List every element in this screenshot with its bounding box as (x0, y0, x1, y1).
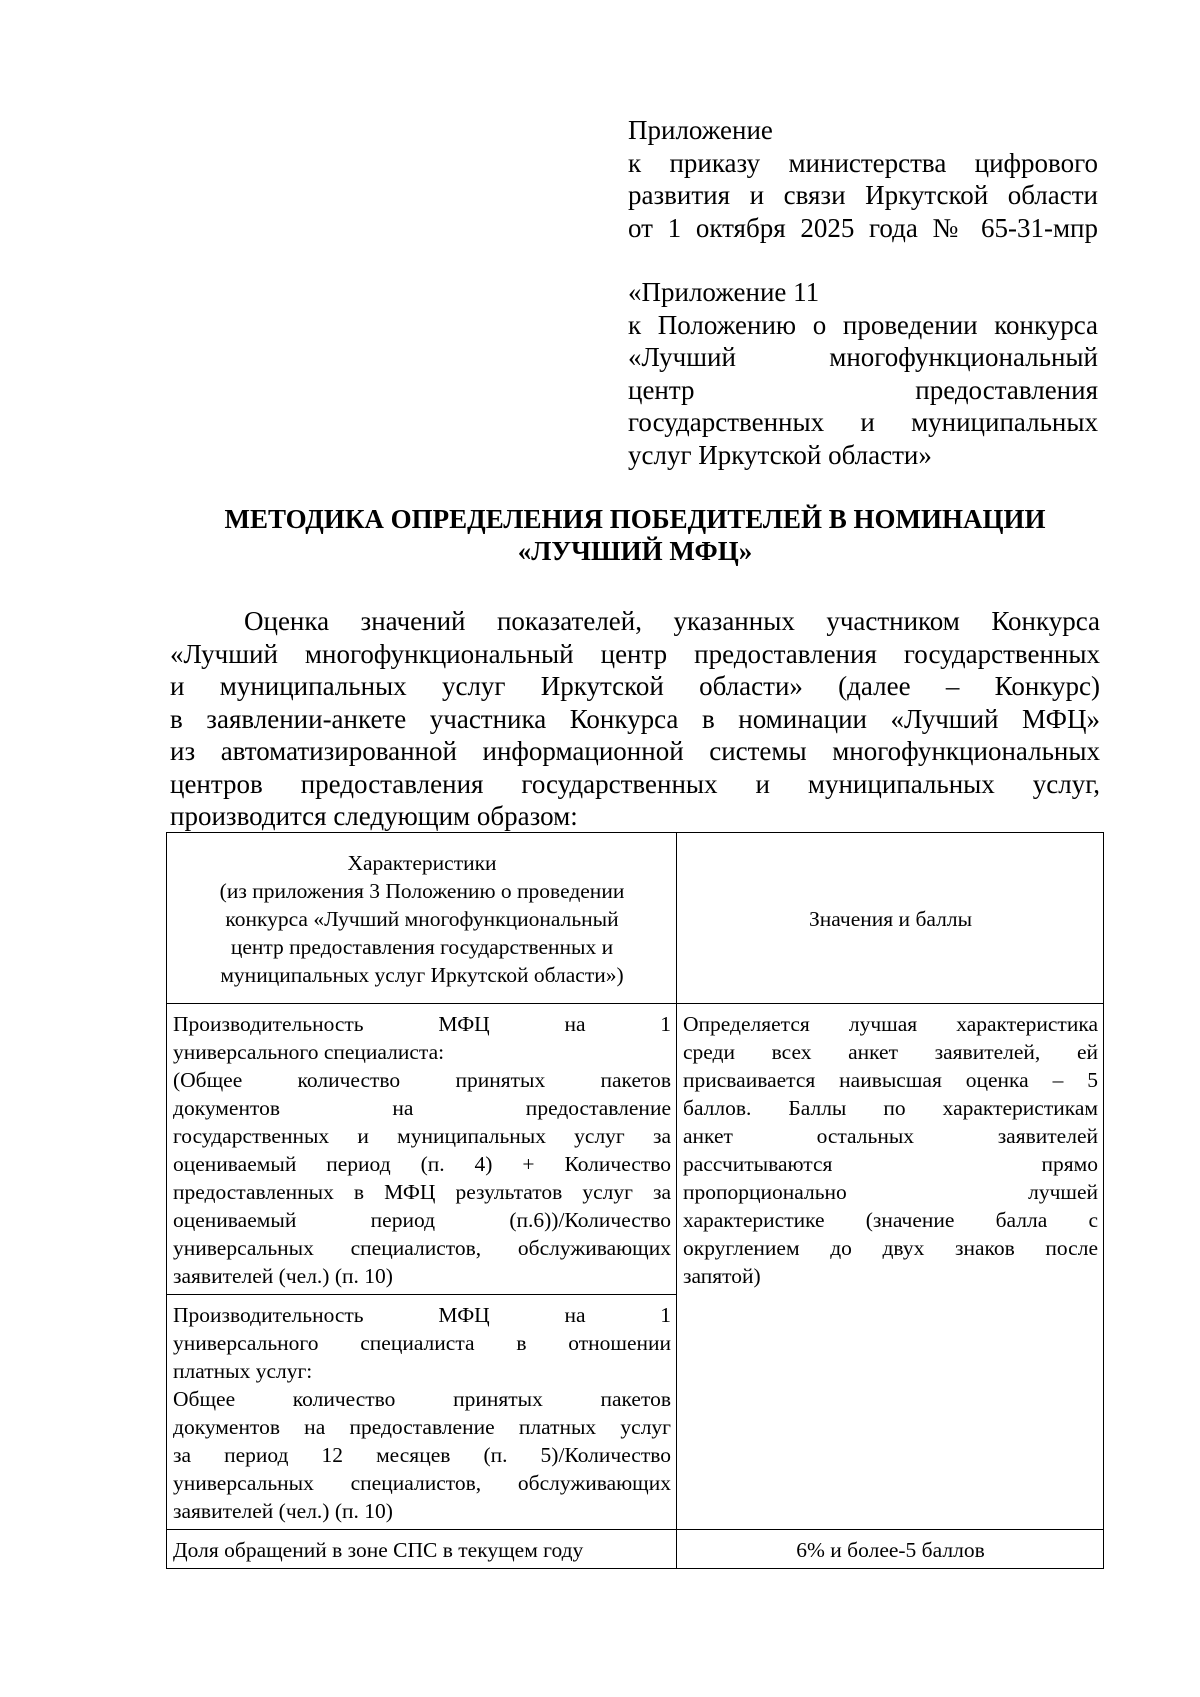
appendix-line: от 1 октября 2025 года № 65-31-мпр (628, 212, 1098, 243)
header-line: конкурса «Лучший многофункциональный (225, 907, 619, 931)
appendix-11-line: «Приложение 11 (628, 277, 820, 307)
criterion-cell: Доля обращений в зоне СПС в текущем году (167, 1530, 677, 1569)
cell-line: заявителей (чел.) (п. 10) (173, 1264, 393, 1288)
appendix-11-header (628, 276, 1098, 471)
table-row (167, 1530, 1104, 1569)
cell-line: оцениваемый период (п. 4) + Количество (173, 1152, 671, 1176)
cell-line: среди всех анкет заявителей, ей (683, 1040, 1098, 1064)
intro-line: производится следующим образом: (170, 801, 578, 831)
cell-line: анкет остальных заявителей (683, 1124, 1098, 1148)
header-line: (из приложения 3 Положению о проведении (219, 879, 625, 903)
cell-line: рассчитываются прямо (683, 1152, 1098, 1176)
header-line: муниципальных услуг Иркутской области») (220, 963, 624, 987)
cell-line: универсальных специалистов, обслуживающих (173, 1236, 671, 1260)
cell-line: за период 12 месяцев (п. 5)/Количество (173, 1443, 671, 1467)
intro-line: и муниципальных услуг Иркутской области» (далее – Конкурс) (170, 671, 1100, 701)
header-characteristics-cell (167, 833, 677, 1004)
cell-line: округлением до двух знаков после (683, 1236, 1098, 1260)
header-line: центр предоставления государственных и (230, 935, 614, 959)
cell-line: универсальных специалистов, обслуживающих (173, 1471, 671, 1495)
appendix-11-line: государственных и муниципальных (628, 407, 1098, 437)
intro-paragraph (170, 605, 1100, 833)
cell-line: характеристике (значение балла с (683, 1208, 1098, 1232)
appendix-line: Приложение (628, 115, 773, 145)
cell-line: запятой) (683, 1264, 761, 1288)
cell-line: государственных и муниципальных услуг за (173, 1124, 671, 1148)
appendix-line: к приказу министерства цифрового (628, 147, 1098, 178)
title-line-1: МЕТОДИКА ОПРЕДЕЛЕНИЯ ПОБЕДИТЕЛЕЙ В НОМИНАЦИИ (224, 504, 1046, 534)
title-line-2: «ЛУЧШИЙ МФЦ» (517, 536, 753, 566)
intro-line: центров предоставления государственных и муниципальных услуг, (170, 768, 1100, 799)
cell-line: баллов. Баллы по характеристикам (683, 1096, 1098, 1120)
appendix-11-line: центр предоставления (628, 374, 1098, 405)
cell-line: универсального специалиста: (173, 1040, 445, 1064)
cell-line: заявителей (чел.) (п. 10) (173, 1499, 393, 1523)
intro-line: в заявлении-анкете участника Конкурса в номинации «Лучший МФЦ» (170, 703, 1100, 734)
scoring-method-cell (677, 1004, 1104, 1530)
value-cell: 6% и более-5 баллов (677, 1530, 1104, 1569)
document-title (170, 503, 1100, 567)
intro-line: Оценка значений показателей, указанных участником Конкурса (244, 606, 1100, 636)
appendix-line: развития и связи Иркутской области (628, 180, 1098, 210)
intro-line: «Лучший многофункциональный центр предоставления государственных (170, 638, 1100, 669)
cell-line: Определяется лучшая характеристика (683, 1012, 1098, 1036)
appendix-11-line: услуг Иркутской области» (628, 439, 932, 470)
cell-line: документов на предоставление (173, 1096, 671, 1120)
cell-line: документов на предоставление платных услуг (173, 1415, 671, 1439)
cell-line: платных услуг: (173, 1359, 313, 1383)
criterion-cell (167, 1004, 677, 1295)
cell-line: оцениваемый период (п.6))/Количество (173, 1208, 671, 1232)
header-values-cell: Значения и баллы (677, 833, 1104, 1004)
cell-line: присваивается наивысшая оценка – 5 (683, 1068, 1098, 1092)
cell-line: универсального специалиста в отношении (173, 1331, 671, 1355)
cell-line: Производительность МФЦ на 1 (173, 1303, 671, 1327)
criterion-cell (167, 1295, 677, 1530)
criteria-table (166, 832, 1104, 1569)
table-header-row (167, 833, 1104, 1004)
cell-line: Производительность МФЦ на 1 (173, 1012, 671, 1036)
cell-line: предоставленных в МФЦ результатов услуг за (173, 1180, 671, 1204)
table-row (167, 1004, 1104, 1295)
appendix-11-line: к Положению о проведении конкурса (628, 309, 1098, 340)
header-line: Характеристики (347, 851, 497, 875)
cell-line: пропорционально лучшей (683, 1180, 1098, 1204)
cell-line: Общее количество принятых пакетов (173, 1387, 671, 1411)
intro-line: из автоматизированной информационной системы многофункциональных (170, 736, 1100, 766)
appendix-11-line: «Лучший многофункциональный (628, 342, 1098, 372)
cell-line: (Общее количество принятых пакетов (173, 1068, 671, 1092)
appendix-header (628, 114, 1098, 244)
